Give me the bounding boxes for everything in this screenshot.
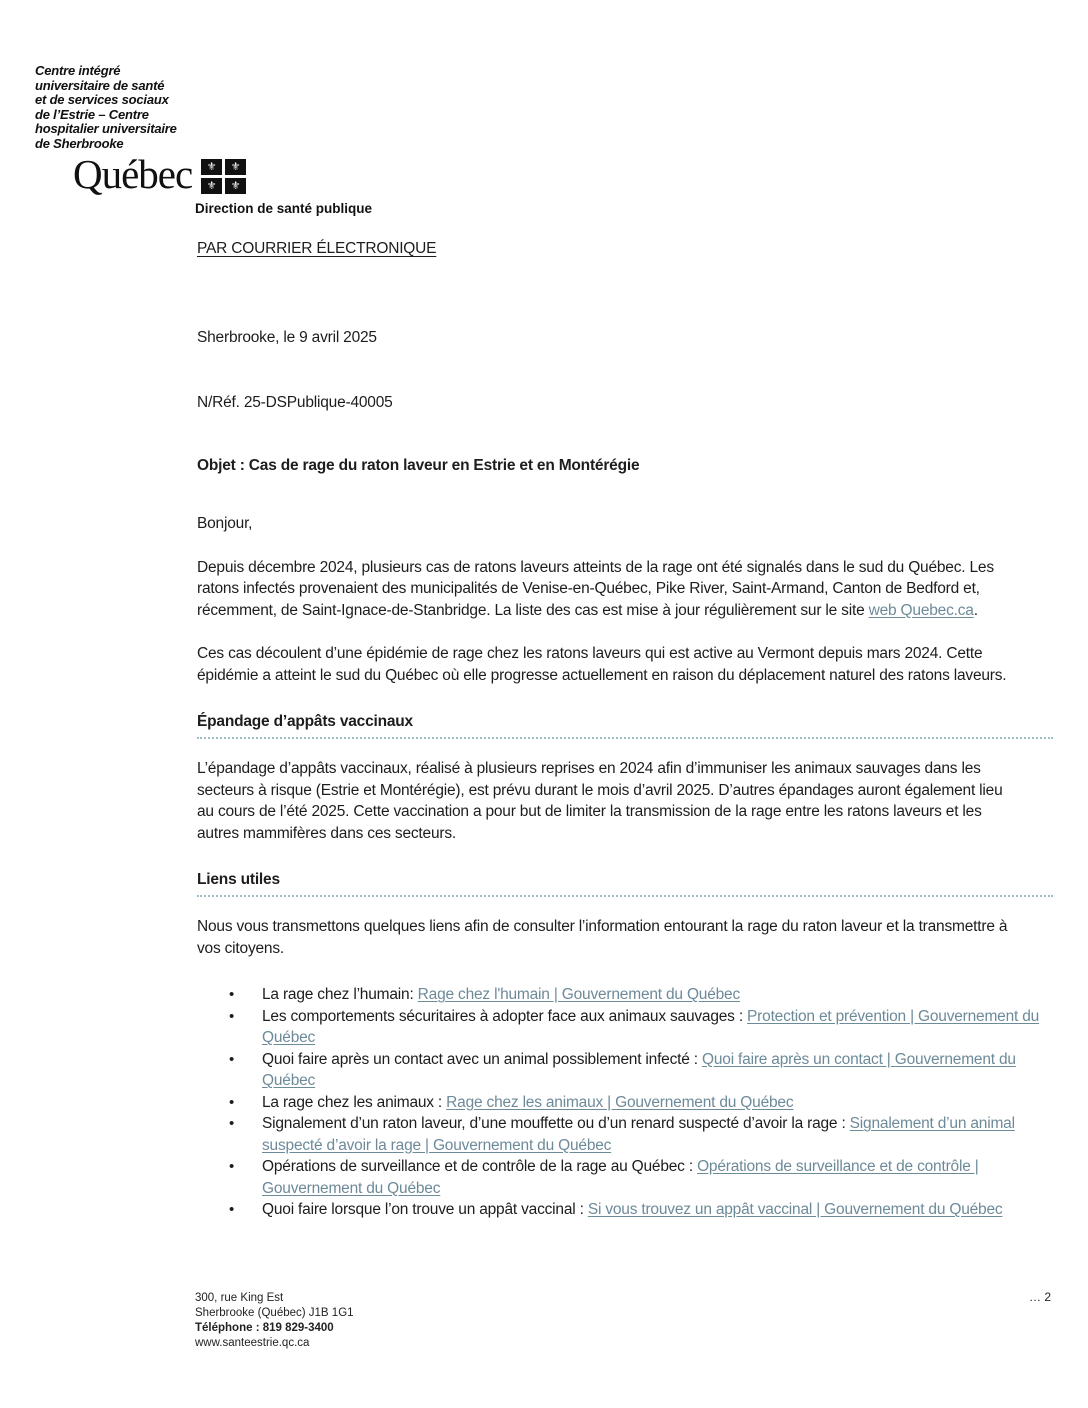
link-signalement-animal[interactable]: Signalement d’un animal suspecté d’avoir la rage | Gouvernement du Québec: [262, 1115, 1015, 1154]
salutation: Bonjour,: [197, 515, 253, 532]
list-item-text: Signalement d’un raton laveur, d’une mouffette ou d’un renard suspecté d’avoir la rage :: [262, 1115, 850, 1132]
list-item: [197, 1113, 1053, 1156]
footer-website: www.santeestrie.qc.ca: [195, 1337, 310, 1349]
fleur-de-lis-icon: ⚜: [225, 178, 246, 194]
fleur-de-lis-icon: ⚜: [201, 178, 222, 194]
quebec-wordmark: Québec: [73, 151, 193, 197]
letter-body: [197, 238, 1053, 1221]
org-name-line: et de services sociaux: [35, 92, 169, 107]
list-item-text: Quoi faire lorsque l’on trouve un appât vaccinal :: [262, 1201, 588, 1218]
link-quebec-ca[interactable]: web Quebec.ca: [868, 601, 974, 619]
list-item-text: La rage chez l’humain:: [262, 986, 418, 1003]
section-heading-vaccine-baits: Épandage d’appâts vaccinaux: [197, 713, 1053, 739]
list-item: [197, 1049, 1053, 1092]
fleur-de-lis-icon: ⚜: [225, 159, 246, 175]
list-item-text: Quoi faire après un contact avec un animal possiblement infecté :: [262, 1050, 702, 1068]
list-item: [197, 984, 1053, 1006]
paragraph-text: .: [973, 601, 978, 619]
list-item-text: La rage chez les animaux :: [262, 1093, 447, 1111]
footer-address-line: Sherbrooke (Québec) J1B 1G1: [195, 1307, 354, 1319]
footer-address-block: [195, 1291, 354, 1351]
org-name-line: de l’Estrie – Centre: [35, 106, 149, 122]
section-heading-useful-links: Liens utiles: [197, 871, 1053, 897]
list-item: [197, 1199, 1053, 1221]
link-rage-animaux[interactable]: Rage chez les animaux | Gouvernement du Québec: [446, 1093, 794, 1111]
link-operations-surveillance[interactable]: Opérations de surveillance et de contrôle | Gouvernement du Québec: [262, 1158, 979, 1197]
list-item: [197, 1156, 1053, 1199]
link-protection-prevention[interactable]: Protection et prévention | Gouvernement du Québec: [262, 1007, 1040, 1046]
fleur-de-lis-icon: ⚜: [201, 159, 222, 175]
list-item: [197, 1092, 1053, 1114]
paragraph-rabies-cases: [197, 557, 1021, 622]
useful-links-list: [197, 984, 1053, 1221]
org-name-line: Centre intégré: [35, 63, 121, 78]
link-appat-vaccinal[interactable]: Si vous trouvez un appât vaccinal | Gouvernement du Québec: [587, 1201, 1003, 1218]
quebec-flag-icon: [201, 159, 246, 194]
list-item: [197, 1006, 1053, 1049]
org-name-line: de Sherbrooke: [35, 135, 124, 151]
footer-phone: Téléphone : 819 829-3400: [195, 1322, 334, 1334]
list-item-text: Opérations de surveillance et de contrôle de la rage au Québec :: [262, 1158, 698, 1175]
paragraph-vaccine-baits: L’épandage d’appâts vaccinaux, réalisé à plusieurs reprises en 2024 afin d’immuniser les animaux sauvages dans les secteurs à risque (Estrie et Montérégie), est prévu durant le mois d’avril 2025. D’autres épandages auront également lieu au cours de l’été 2025. Cette vaccination a pour but de limiter la transmission de la rage entre les ratons laveurs et les autres mammifères dans ces secteurs.: [197, 760, 1003, 842]
org-name-block: [35, 64, 372, 151]
quebec-brand: [73, 151, 372, 197]
link-rage-humain[interactable]: Rage chez l'humain | Gouvernement du Québec: [417, 986, 741, 1003]
paragraph-epidemic: Ces cas découlent d’une épidémie de rage chez les ratons laveurs qui est active au Vermont depuis mars 2024. Cette épidémie a atteint le sud du Québec où elle progresse actuellement en raison du déplacement naturel des ratons laveurs.: [197, 645, 1007, 684]
org-name-line: universitaire de santé: [35, 77, 165, 93]
dateline: Sherbrooke, le 9 avril 2025: [197, 328, 377, 346]
reference-number: N/Réf. 25-DSPublique-40005: [197, 394, 393, 411]
link-quoi-faire-contact[interactable]: Quoi faire après un contact | Gouvernement du Québec: [262, 1050, 1016, 1089]
department-name: Direction de santé publique: [195, 201, 373, 216]
paragraph-links-intro: Nous vous transmettons quelques liens afin de consulter l’information entourant la rage du raton laveur et la transmettre à vos citoyens.: [197, 918, 1008, 957]
list-item-text: Les comportements sécuritaires à adopter face aux animaux sauvages :: [262, 1007, 748, 1025]
footer-address-line: 300, rue King Est: [195, 1292, 284, 1304]
letterhead: [35, 64, 372, 216]
subject-line: Objet : Cas de rage du raton laveur en Estrie et en Montérégie: [197, 456, 640, 474]
delivery-method: PAR COURRIER ÉLECTRONIQUE: [197, 240, 437, 257]
page-continuation-indicator: … 2: [1028, 1290, 1051, 1304]
org-name-line: hospitalier universitaire: [35, 121, 177, 136]
paragraph-text: Depuis décembre 2024, plusieurs cas de ratons laveurs atteints de la rage ont été signalés dans le sud du Québec. Les ratons infectés provenaient des municipalités de Venise-en-Québec, Pike River, Saint-Armand, Canton de Bedford et, récemment, de Saint-Ignace-de-Stanbridge. La liste des cas est mise à jour régulièrement sur le site: [197, 558, 994, 619]
